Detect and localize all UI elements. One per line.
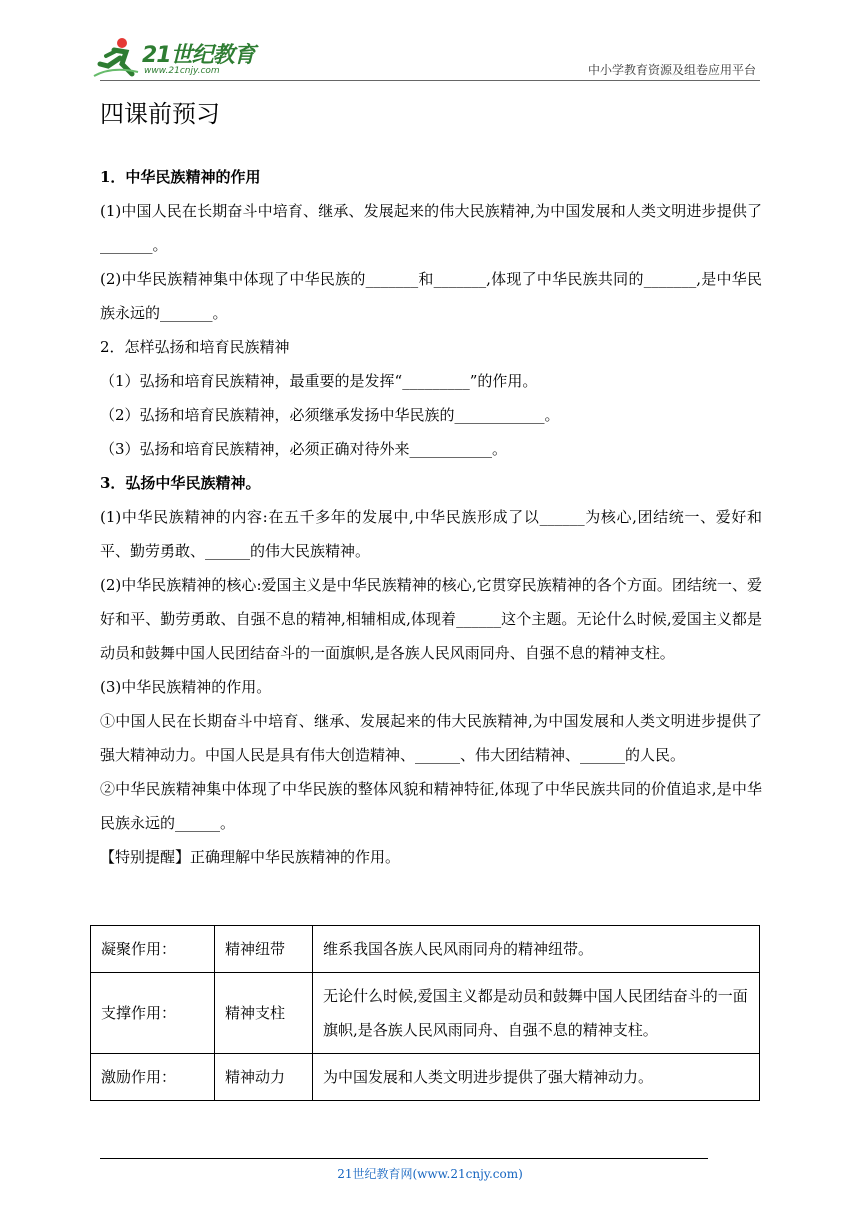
paragraph: (2)中华民族精神集中体现了中华民族的_______和_______,体现了中华民族共同的_______,是中华民族永远的_______。 bbox=[100, 270, 762, 322]
note-label: 【特别提醒】正确理解中华民族精神的作用。 bbox=[100, 848, 401, 866]
section-heading-2: 2．怎样弘扬和培育民族精神 bbox=[100, 338, 290, 356]
header-divider bbox=[100, 80, 760, 81]
paragraph: (1)中国人民在长期奋斗中培育、继承、发展起来的伟大民族精神,为中国发展和人类文明进步提供了_______。 bbox=[100, 202, 762, 254]
logo-text: 21世纪教育 bbox=[142, 43, 255, 68]
logo-url: www.21cnjy.com bbox=[144, 66, 220, 76]
table-cell: 无论什么时候,爱国主义都是动员和鼓舞中国人民团结奋斗的一面旗帜,是各族人民风雨同舟、自强不息的精神支柱。 bbox=[313, 973, 760, 1054]
main-content bbox=[100, 94, 762, 874]
footer-text: 21世纪教育网(www.21cnjy.com) bbox=[337, 1167, 523, 1181]
table-cell: 精神支柱 bbox=[215, 973, 313, 1054]
runner-icon bbox=[92, 36, 142, 80]
page-title: 四课前预习 bbox=[100, 100, 220, 128]
role-table bbox=[90, 925, 760, 1101]
paragraph: ①中国人民在长期奋斗中培育、继承、发展起来的伟大民族精神,为中国发展和人类文明进步提供了强大精神动力。中国人民是具有伟大创造精神、______、伟大团结精神、______的人民。 bbox=[100, 712, 762, 764]
paragraph: （3）弘扬和培育民族精神，必须正确对待外来___________。 bbox=[100, 440, 508, 458]
table-cell: 激励作用： bbox=[91, 1054, 215, 1101]
site-logo bbox=[92, 36, 262, 80]
paragraph: ②中华民族精神集中体现了中华民族的整体风貌和精神特征,体现了中华民族共同的价值追求,是中华民族永远的______。 bbox=[100, 780, 762, 832]
paragraph: (3)中华民族精神的作用。 bbox=[100, 678, 272, 696]
paragraph: （2）弘扬和培育民族精神，必须继承发扬中华民族的____________。 bbox=[100, 406, 560, 424]
paragraph: (2)中华民族精神的核心:爱国主义是中华民族精神的核心,它贯穿民族精神的各个方面。团结统一、爱好和平、勤劳勇敢、自强不息的精神,相辅相成,体现着______这个主题。无论什么时候,爱国主义都是动员和鼓舞中国人民团结奋斗的一面旗帜,是各族人民风雨同舟、自强不息的精神支柱。 bbox=[100, 576, 762, 662]
table-cell: 维系我国各族人民风雨同舟的精神纽带。 bbox=[313, 926, 760, 973]
table-row bbox=[91, 926, 760, 973]
table-cell: 精神动力 bbox=[215, 1054, 313, 1101]
table-row bbox=[91, 973, 760, 1054]
table-cell: 为中国发展和人类文明进步提供了强大精神动力。 bbox=[313, 1054, 760, 1101]
paragraph: （1）弘扬和培育民族精神，最重要的是发挥“_________”的作用。 bbox=[100, 372, 538, 390]
paragraph: (1)中华民族精神的内容:在五千多年的发展中,中华民族形成了以______为核心,团结统一、爱好和平、勤劳勇敢、______的伟大民族精神。 bbox=[100, 508, 762, 560]
table-cell: 精神纽带 bbox=[215, 926, 313, 973]
header-tagline: 中小学教育资源及组卷应用平台 bbox=[587, 63, 756, 77]
table-row bbox=[91, 1054, 760, 1101]
table-cell: 凝聚作用： bbox=[91, 926, 215, 973]
section-heading-3: 3．弘扬中华民族精神。 bbox=[100, 474, 261, 492]
table-cell: 支撑作用： bbox=[91, 973, 215, 1054]
section-heading-1: 1．中华民族精神的作用 bbox=[100, 168, 261, 186]
footer-divider bbox=[100, 1158, 708, 1159]
